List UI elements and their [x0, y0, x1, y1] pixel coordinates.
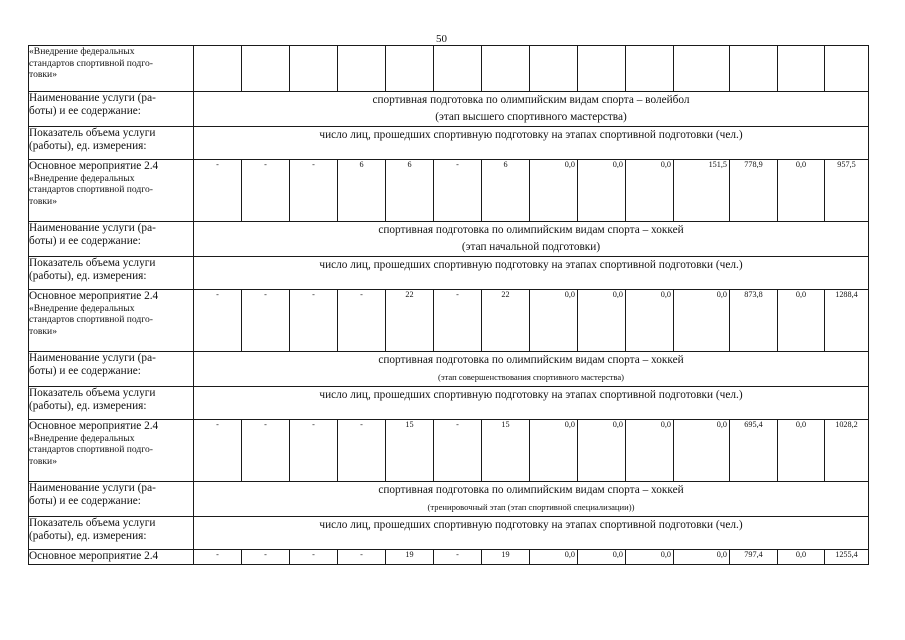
- service-title: спортивная подготовка по олимпийским видам спорта – хоккей: [378, 354, 684, 366]
- value-cell: 0,0: [626, 550, 674, 565]
- value-cell: 0,0: [530, 550, 578, 565]
- row-label-line: Основное мероприятие 2.4: [29, 550, 159, 562]
- row-label-line: «Внедрение федеральных: [29, 172, 135, 184]
- value-cell: 22: [386, 290, 434, 352]
- row-label-line: (работы), ед. измерения:: [29, 269, 147, 282]
- table-row: [29, 482, 869, 517]
- service-title: число лиц, прошедших спортивную подготовку на этапах спортивной подготовки (чел.): [319, 519, 743, 531]
- value-cell: [626, 46, 674, 92]
- row-label: [29, 290, 194, 352]
- value-cell: 1288,4: [825, 290, 869, 352]
- service-title: спортивная подготовка по олимпийским видам спорта – волейбол: [372, 94, 690, 106]
- table-body: [29, 46, 869, 565]
- row-label-line: (работы), ед. измерения:: [29, 529, 147, 542]
- value-cell: 0,0: [778, 160, 825, 222]
- value-cell: [242, 46, 290, 92]
- table-row: [29, 352, 869, 387]
- row-label-line: товки»: [29, 69, 57, 80]
- value-cell: 0,0: [778, 550, 825, 565]
- value-cell: [386, 46, 434, 92]
- row-label: [29, 127, 194, 160]
- value-cell: [730, 46, 778, 92]
- service-title: спортивная подготовка по олимпийским видам спорта – хоккей: [378, 224, 684, 236]
- value-cell: [825, 46, 869, 92]
- value-cell: 19: [386, 550, 434, 565]
- service-description: [194, 127, 869, 160]
- service-title: спортивная подготовка по олимпийским видам спорта – хоккей: [378, 484, 684, 496]
- row-label-line: боты) и ее содержание:: [29, 104, 141, 117]
- row-label: [29, 352, 194, 387]
- value-cell: -: [290, 160, 338, 222]
- value-cell: 0,0: [626, 290, 674, 352]
- row-label-line: стандартов спортивной подго-: [29, 444, 153, 455]
- value-cell: 1028,2: [825, 420, 869, 482]
- service-description: [194, 257, 869, 290]
- value-cell: -: [242, 550, 290, 565]
- value-cell: 22: [482, 290, 530, 352]
- value-cell: 0,0: [530, 160, 578, 222]
- row-label: [29, 92, 194, 127]
- value-cell: -: [242, 290, 290, 352]
- value-cell: 0,0: [778, 290, 825, 352]
- value-cell: -: [434, 550, 482, 565]
- row-label-line: боты) и ее содержание:: [29, 364, 141, 377]
- value-cell: -: [434, 290, 482, 352]
- value-cell: 0,0: [674, 420, 730, 482]
- table-row: [29, 550, 869, 565]
- value-cell: 151,5: [674, 160, 730, 222]
- value-cell: 6: [338, 160, 386, 222]
- row-label-line: товки»: [29, 325, 57, 337]
- value-cell: -: [194, 290, 242, 352]
- value-cell: 6: [386, 160, 434, 222]
- table-row: [29, 160, 869, 222]
- row-label-line: (работы), ед. измерения:: [29, 399, 147, 412]
- table-row: [29, 517, 869, 550]
- row-label-line: Наименование услуги (ра-: [29, 92, 156, 104]
- row-label-line: боты) и ее содержание:: [29, 234, 141, 247]
- value-cell: 0,0: [674, 550, 730, 565]
- value-cell: -: [338, 550, 386, 565]
- service-description: [194, 517, 869, 550]
- service-stage: (этап совершенствования спортивного мастерства): [437, 372, 625, 382]
- row-label: [29, 420, 194, 482]
- value-cell: [194, 46, 242, 92]
- value-cell: -: [242, 160, 290, 222]
- value-cell: 0,0: [578, 550, 626, 565]
- value-cell: 0,0: [778, 420, 825, 482]
- row-label-line: Показатель объема услуги: [29, 517, 156, 529]
- row-label-line: стандартов спортивной подго-: [29, 184, 153, 195]
- service-title: число лиц, прошедших спортивную подготовку на этапах спортивной подготовки (чел.): [319, 259, 743, 271]
- service-description: [194, 352, 869, 387]
- value-cell: 797,4: [730, 550, 778, 565]
- row-label: [29, 482, 194, 517]
- value-cell: [578, 46, 626, 92]
- row-label-line: «Внедрение федеральных: [29, 432, 135, 444]
- row-label-line: (работы), ед. измерения:: [29, 139, 147, 152]
- row-label-line: Наименование услуги (ра-: [29, 482, 156, 494]
- value-cell: [530, 46, 578, 92]
- value-cell: -: [242, 420, 290, 482]
- row-label: [29, 517, 194, 550]
- value-cell: -: [290, 290, 338, 352]
- value-cell: -: [338, 420, 386, 482]
- value-cell: -: [434, 160, 482, 222]
- row-label: [29, 550, 194, 565]
- service-description: [194, 387, 869, 420]
- row-label-line: Показатель объема услуги: [29, 127, 156, 139]
- table-row: [29, 290, 869, 352]
- row-label-line: стандартов спортивной подго-: [29, 314, 153, 325]
- service-stage: (тренировочный этап (этап спортивной специализации)): [427, 502, 635, 512]
- row-label-line: Показатель объема услуги: [29, 387, 156, 399]
- value-cell: 6: [482, 160, 530, 222]
- row-label-line: Наименование услуги (ра-: [29, 222, 156, 234]
- row-label-line: Основное мероприятие 2.4: [29, 160, 159, 172]
- value-cell: [778, 46, 825, 92]
- service-stage: (этап начальной подготовки): [461, 241, 601, 253]
- value-cell: 0,0: [626, 160, 674, 222]
- value-cell: 695,4: [730, 420, 778, 482]
- row-label: [29, 46, 194, 92]
- service-description: [194, 482, 869, 517]
- row-label-line: Основное мероприятие 2.4: [29, 290, 159, 302]
- service-title: число лиц, прошедших спортивную подготовку на этапах спортивной подготовки (чел.): [319, 389, 743, 401]
- value-cell: [674, 46, 730, 92]
- row-label: [29, 222, 194, 257]
- row-label-line: Наименование услуги (ра-: [29, 352, 156, 364]
- page-number: 50: [436, 33, 447, 45]
- row-label-line: стандартов спортивной подго-: [29, 57, 153, 69]
- row-label-line: «Внедрение федеральных: [29, 46, 135, 57]
- table-row: [29, 92, 869, 127]
- value-cell: [338, 46, 386, 92]
- service-description: [194, 222, 869, 257]
- value-cell: 0,0: [578, 420, 626, 482]
- value-cell: -: [194, 420, 242, 482]
- value-cell: 873,8: [730, 290, 778, 352]
- row-label: [29, 387, 194, 420]
- value-cell: 0,0: [578, 290, 626, 352]
- value-cell: 957,5: [825, 160, 869, 222]
- row-label-line: Основное мероприятие 2.4: [29, 420, 159, 432]
- table-row: [29, 222, 869, 257]
- value-cell: -: [290, 420, 338, 482]
- value-cell: -: [434, 420, 482, 482]
- value-cell: 778,9: [730, 160, 778, 222]
- table-row: [29, 387, 869, 420]
- row-label-line: Показатель объема услуги: [29, 257, 156, 269]
- row-label-line: «Внедрение федеральных: [29, 302, 135, 314]
- row-label: [29, 257, 194, 290]
- service-stage: (этап высшего спортивного мастерства): [435, 111, 627, 123]
- service-description: [194, 92, 869, 127]
- row-label-line: товки»: [29, 195, 57, 207]
- value-cell: 15: [386, 420, 434, 482]
- value-cell: 0,0: [578, 160, 626, 222]
- value-cell: 19: [482, 550, 530, 565]
- value-cell: -: [338, 290, 386, 352]
- value-cell: 0,0: [530, 290, 578, 352]
- service-title: число лиц, прошедших спортивную подготовку на этапах спортивной подготовки (чел.): [319, 129, 743, 141]
- value-cell: [290, 46, 338, 92]
- row-label: [29, 160, 194, 222]
- value-cell: 1255,4: [825, 550, 869, 565]
- table-row: [29, 46, 869, 92]
- value-cell: 0,0: [530, 420, 578, 482]
- table-row: [29, 420, 869, 482]
- value-cell: -: [194, 160, 242, 222]
- row-label-line: боты) и ее содержание:: [29, 494, 141, 507]
- value-cell: 0,0: [674, 290, 730, 352]
- value-cell: 0,0: [626, 420, 674, 482]
- value-cell: -: [194, 550, 242, 565]
- table-row: [29, 257, 869, 290]
- value-cell: -: [290, 550, 338, 565]
- value-cell: [482, 46, 530, 92]
- value-cell: 15: [482, 420, 530, 482]
- table-row: [29, 127, 869, 160]
- budget-table: [28, 45, 869, 565]
- value-cell: [434, 46, 482, 92]
- row-label-line: товки»: [29, 455, 57, 467]
